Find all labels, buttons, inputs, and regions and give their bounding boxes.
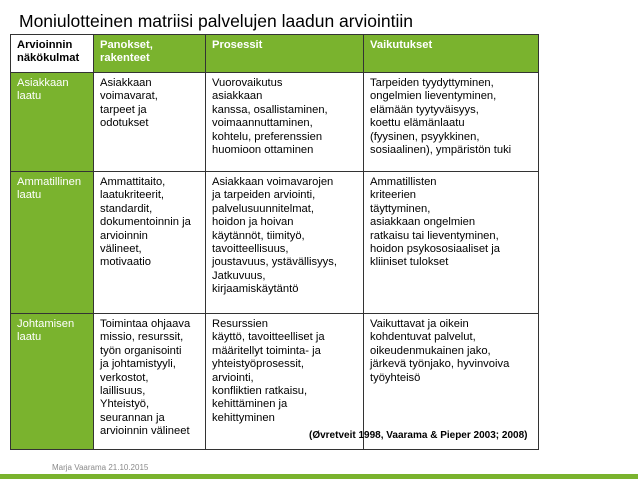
row-label-professional-quality: Ammatillinen laatu	[11, 172, 94, 314]
table-cell: Asiakkaan voimavarojen ja tarpeiden arviointi, palvelusuunnitelmat, hoidon ja hoivan käytännöt, tiimityö, tavoitteellisuus, joustavuus, ystävällisyys, Jatkuvuus, kirjaamiskäytäntö	[206, 172, 364, 314]
table-row	[11, 172, 539, 314]
header-cell-outcomes: Vaikutukset	[364, 35, 539, 73]
header-cell-perspectives: Arvioinnin näkökulmat	[11, 35, 94, 73]
footer-author-date: Marja Vaarama 21.10.2015	[52, 463, 149, 472]
row-label-management-quality: Johtamisen laatu	[11, 314, 94, 450]
table-cell: Ammatillisten kriteerien täyttyminen, asiakkaan ongelmien ratkaisu tai lieventyminen, hoidon psykososiaaliset ja kliiniset tulokset	[364, 172, 539, 314]
row-label-customer-quality: Asiakkaan laatu	[11, 73, 94, 172]
quality-matrix-table	[10, 34, 539, 450]
table-cell: Resurssien käyttö, tavoitteelliset ja määritellyt toiminta- ja yhteistyöprosessit, arviointi, konfliktien ratkaisu, kehittäminen ja kehittyminen	[206, 314, 364, 450]
table-cell: Ammattitaito, laatukriteerit, standardit, dokumentoinnin ja arvioinnin välineet, motivaatio	[94, 172, 206, 314]
table-cell: Vaikuttavat ja oikein kohdentuvat palvelut, oikeudenmukainen jako, järkevä työnjako, hyvinvoiva työyhteisö	[364, 314, 539, 450]
table-cell: Asiakkaan voimavarat, tarpeet ja odotukset	[94, 73, 206, 172]
citation: (Øvretveit 1998, Vaarama & Pieper 2003; 2008)	[309, 430, 528, 441]
bottom-accent-line	[0, 474, 638, 479]
slide-title: Moniulotteinen matriisi palvelujen laadun arviointiin	[19, 11, 413, 31]
header-cell-processes: Prosessit	[206, 35, 364, 73]
header-cell-inputs: Panokset, rakenteet	[94, 35, 206, 73]
table-cell: Toimintaa ohjaava missio, resurssit, työn organisointi ja johtamistyyli, verkostot, laillisuus, Yhteistyö, seurannan ja arvioinnin välineet	[94, 314, 206, 450]
table-row	[11, 73, 539, 172]
table-cell: Tarpeiden tyydyttyminen, ongelmien lieventyminen, elämään tyytyväisyys, koettu elämänlaatu (fyysinen, psyykkinen, sosiaalinen), ympäristön tuki	[364, 73, 539, 172]
table-cell: Vuorovaikutus asiakkaan kanssa, osallistaminen, voimaannuttaminen, kohtelu, preferenssien huomioon ottaminen	[206, 73, 364, 172]
table-header-row	[11, 35, 539, 73]
